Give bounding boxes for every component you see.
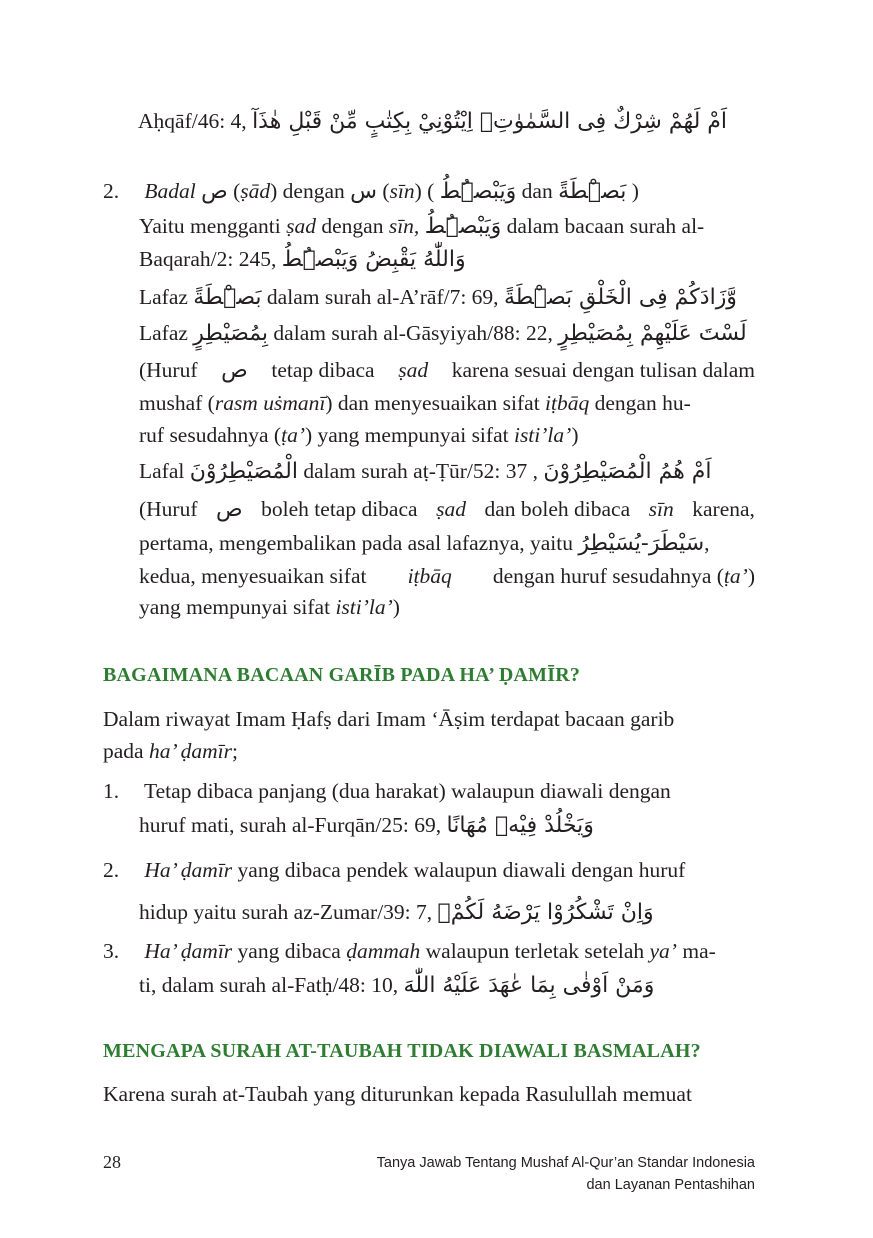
italic-term: iṭbāq [407,564,452,588]
arabic-verse: وَمَنْ اَوْفٰى بِمَا عٰهَدَ عَلَيْهُ اللّٰهَ [403,973,655,998]
paragraph-1-line-2 [103,736,238,766]
italic-term: rasm uṡmanī [214,391,326,415]
italic-term: ṣad [286,214,316,238]
item-2-line-7 [139,388,691,418]
text: ) yang mempunyai sifat [304,423,509,447]
item-2-line-12 [139,561,755,591]
italic-term: Badal [144,179,196,203]
paragraph-2-line-1 [103,1079,692,1109]
list-number: 2. [103,179,120,203]
text: ) [392,595,400,619]
arabic-word: الْمُصَيْطِرُوْنَ [189,459,298,484]
arabic-letter: ص [221,358,248,383]
text: pertama, mengembalikan pada asal lafaznya, yaitu [139,531,573,555]
text: dan boleh dibaca [484,497,631,521]
arabic-word: سَيْطَرَ-يُسَيْطِرُ [578,531,705,556]
text: (Huruf [139,497,198,521]
page-number: 28 [103,1152,121,1172]
text: dalam surah aṭ-Ṭūr/52: 37 , [303,459,538,483]
text: Baqarah/2: 245, [139,247,277,271]
text: ) [747,564,755,588]
text: hidup yaitu surah az-Zumar/39: 7, [139,900,433,924]
text: , [704,531,710,555]
item-2-line-3 [139,244,466,275]
text: ( [233,179,241,203]
arabic-word: وَيَبْصُۜطُ [424,214,502,239]
arabic-letter: ص [201,179,228,204]
text: dengan huruf sesudahnya ( [492,564,724,588]
text: Lafal [139,459,185,483]
text: ti, dalam surah al-Fatḥ/48: 10, [139,973,399,997]
arabic-word: وَيَبْصُۜطُ [439,179,517,204]
text: ) ( [414,179,435,203]
italic-term: ṭa’ [723,564,748,588]
text: yang mempunyai sifat [139,595,331,619]
list-number: 3. [103,939,120,963]
text: ruf sesudahnya ( [139,423,282,447]
section-heading-2: MENGAPA SURAH AT-TAUBAH TIDAK DIAWALI BASMALAH? [103,1040,701,1062]
text: karena, [692,497,755,521]
text: dan [521,179,553,203]
text: mushaf ( [139,391,215,415]
list-item-3-line-1 [103,936,716,966]
item-2-line-9 [139,456,712,487]
italic-term: ṭa’ [281,423,305,447]
arabic-verse: وَيَخْلُدْ فِيْهٖ مُهَانًا [446,813,594,838]
text: ) [631,179,639,203]
italic-term: iṭbāq [545,391,590,415]
italic-term: ya’ [649,939,677,963]
arabic-verse: وَّزَادَكُمْ فِى الْخَلْقِ بَصْۜطَةً [503,285,737,310]
text: dalam bacaan surah al- [506,214,705,238]
italic-term: ḍammah [346,939,421,963]
italic-term: Ha’ ḍamīr [144,858,233,882]
text: Tetap dibaca panjang (dua harakat) walaupun diawali dengan [144,779,671,803]
item-2-line-1 [103,176,639,207]
list-item-1-line-1 [103,776,671,806]
text: Dalam riwayat Imam Ḥafṣ dari Imam ‘Āṣim terdapat bacaan garib [103,707,675,731]
top-verse-line [138,106,727,137]
text: dengan hu- [594,391,691,415]
arabic-word: بَصْۜطَةً [193,285,262,310]
text: ) dengan [270,179,345,203]
text: Lafaz [139,285,188,309]
text: yang dibaca pendek walaupun diawali dengan huruf [237,858,686,882]
reference-text: Aḥqāf/46: 4, [138,109,247,133]
item-2-line-8 [139,420,578,450]
italic-term: ṣād [240,179,271,203]
arabic-letter: ص [216,497,243,522]
text: boleh tetap dibaca [261,497,418,521]
text: karena sesuai dengan tulisan dalam [451,358,755,382]
item-2-line-4 [139,282,737,313]
text: Yaitu mengganti [139,214,281,238]
list-item-2-line-1 [103,855,685,885]
text: kedua, menyesuaikan sifat [139,564,367,588]
italic-term: ṣad [398,358,429,382]
footer-title-line-2: dan Layanan Pentashihan [586,1177,755,1193]
italic-term: isti’la’ [513,423,572,447]
arabic-word: بَصْۜطَةً [558,179,627,204]
italic-term: Ha’ ḍamīr [144,939,233,963]
arabic-word: بِمُصَيْطِرٍ [193,321,269,346]
running-footer-title [377,1152,755,1196]
item-2-line-2 [139,211,704,242]
text: Karena surah at-Taubah yang diturunkan kepada Rasulullah memuat [103,1082,692,1106]
item-2-line-5 [139,318,747,349]
text: dalam surah al-A’rāf/7: 69, [266,285,499,309]
item-2-line-10 [139,494,755,525]
footer-title-line-1: Tanya Jawab Tentang Mushaf Al-Qur’an Standar Indonesia [376,1155,755,1171]
arabic-verse: اَمْ لَهُمْ شِرْكٌ فِى السَّمٰوٰتِۗ اِيْتُوْنِيْ بِكِتٰبٍ مِّنْ قَبْلِ هٰذَآ [252,109,728,134]
text: dalam surah al-Gāsyiyah/88: 22, [273,321,553,345]
section-heading: BAGAIMANA BACAAN GARĪB PADA HA’ ḌAMĪR? [103,664,581,686]
italic-term: ha’ ḍamīr [148,739,232,763]
arabic-verse: اَمْ هُمُ الْمُصَيْطِرُوْنَ [543,459,712,484]
text: yang dibaca [237,939,341,963]
arabic-letter: س [350,179,377,204]
text: ) dan menyesuaikan sifat [325,391,540,415]
list-item-2-line-2 [139,897,654,928]
italic-term: ṣad [436,497,466,521]
item-2-line-6 [139,355,755,386]
text: Lafaz [139,321,188,345]
text: ) [571,423,579,447]
italic-term: sīn [389,179,415,203]
text: ma- [682,939,716,963]
text: tetap dibaca [271,358,375,382]
italic-term: sīn [648,497,674,521]
arabic-verse: وَاللّٰهُ يَقْبِضُ وَيَبْصُۜطُ [281,247,466,272]
text: ( [382,179,390,203]
list-item-1-line-2 [139,810,594,841]
list-number: 2. [103,858,120,882]
italic-term: sīn, [388,214,420,238]
text: ; [232,739,238,763]
arabic-verse: وَاِنْ تَشْكُرُوْا يَرْضَهُ لَكُمْۗ [437,900,654,925]
text: pada [103,739,144,763]
text: walaupun terletak setelah [425,939,645,963]
list-number: 1. [103,779,120,803]
italic-term: isti’la’ [335,595,393,619]
text: dengan [321,214,384,238]
item-2-line-13 [139,592,400,622]
list-item-3-line-2 [139,970,654,1001]
text: huruf mati, surah al-Furqān/25: 69, [139,813,442,837]
text: (Huruf [139,358,198,382]
arabic-verse: لَسْتَ عَلَيْهِمْ بِمُصَيْطِرٍ [558,321,747,346]
paragraph-1-line-1 [103,704,755,734]
item-2-line-11 [139,528,710,559]
